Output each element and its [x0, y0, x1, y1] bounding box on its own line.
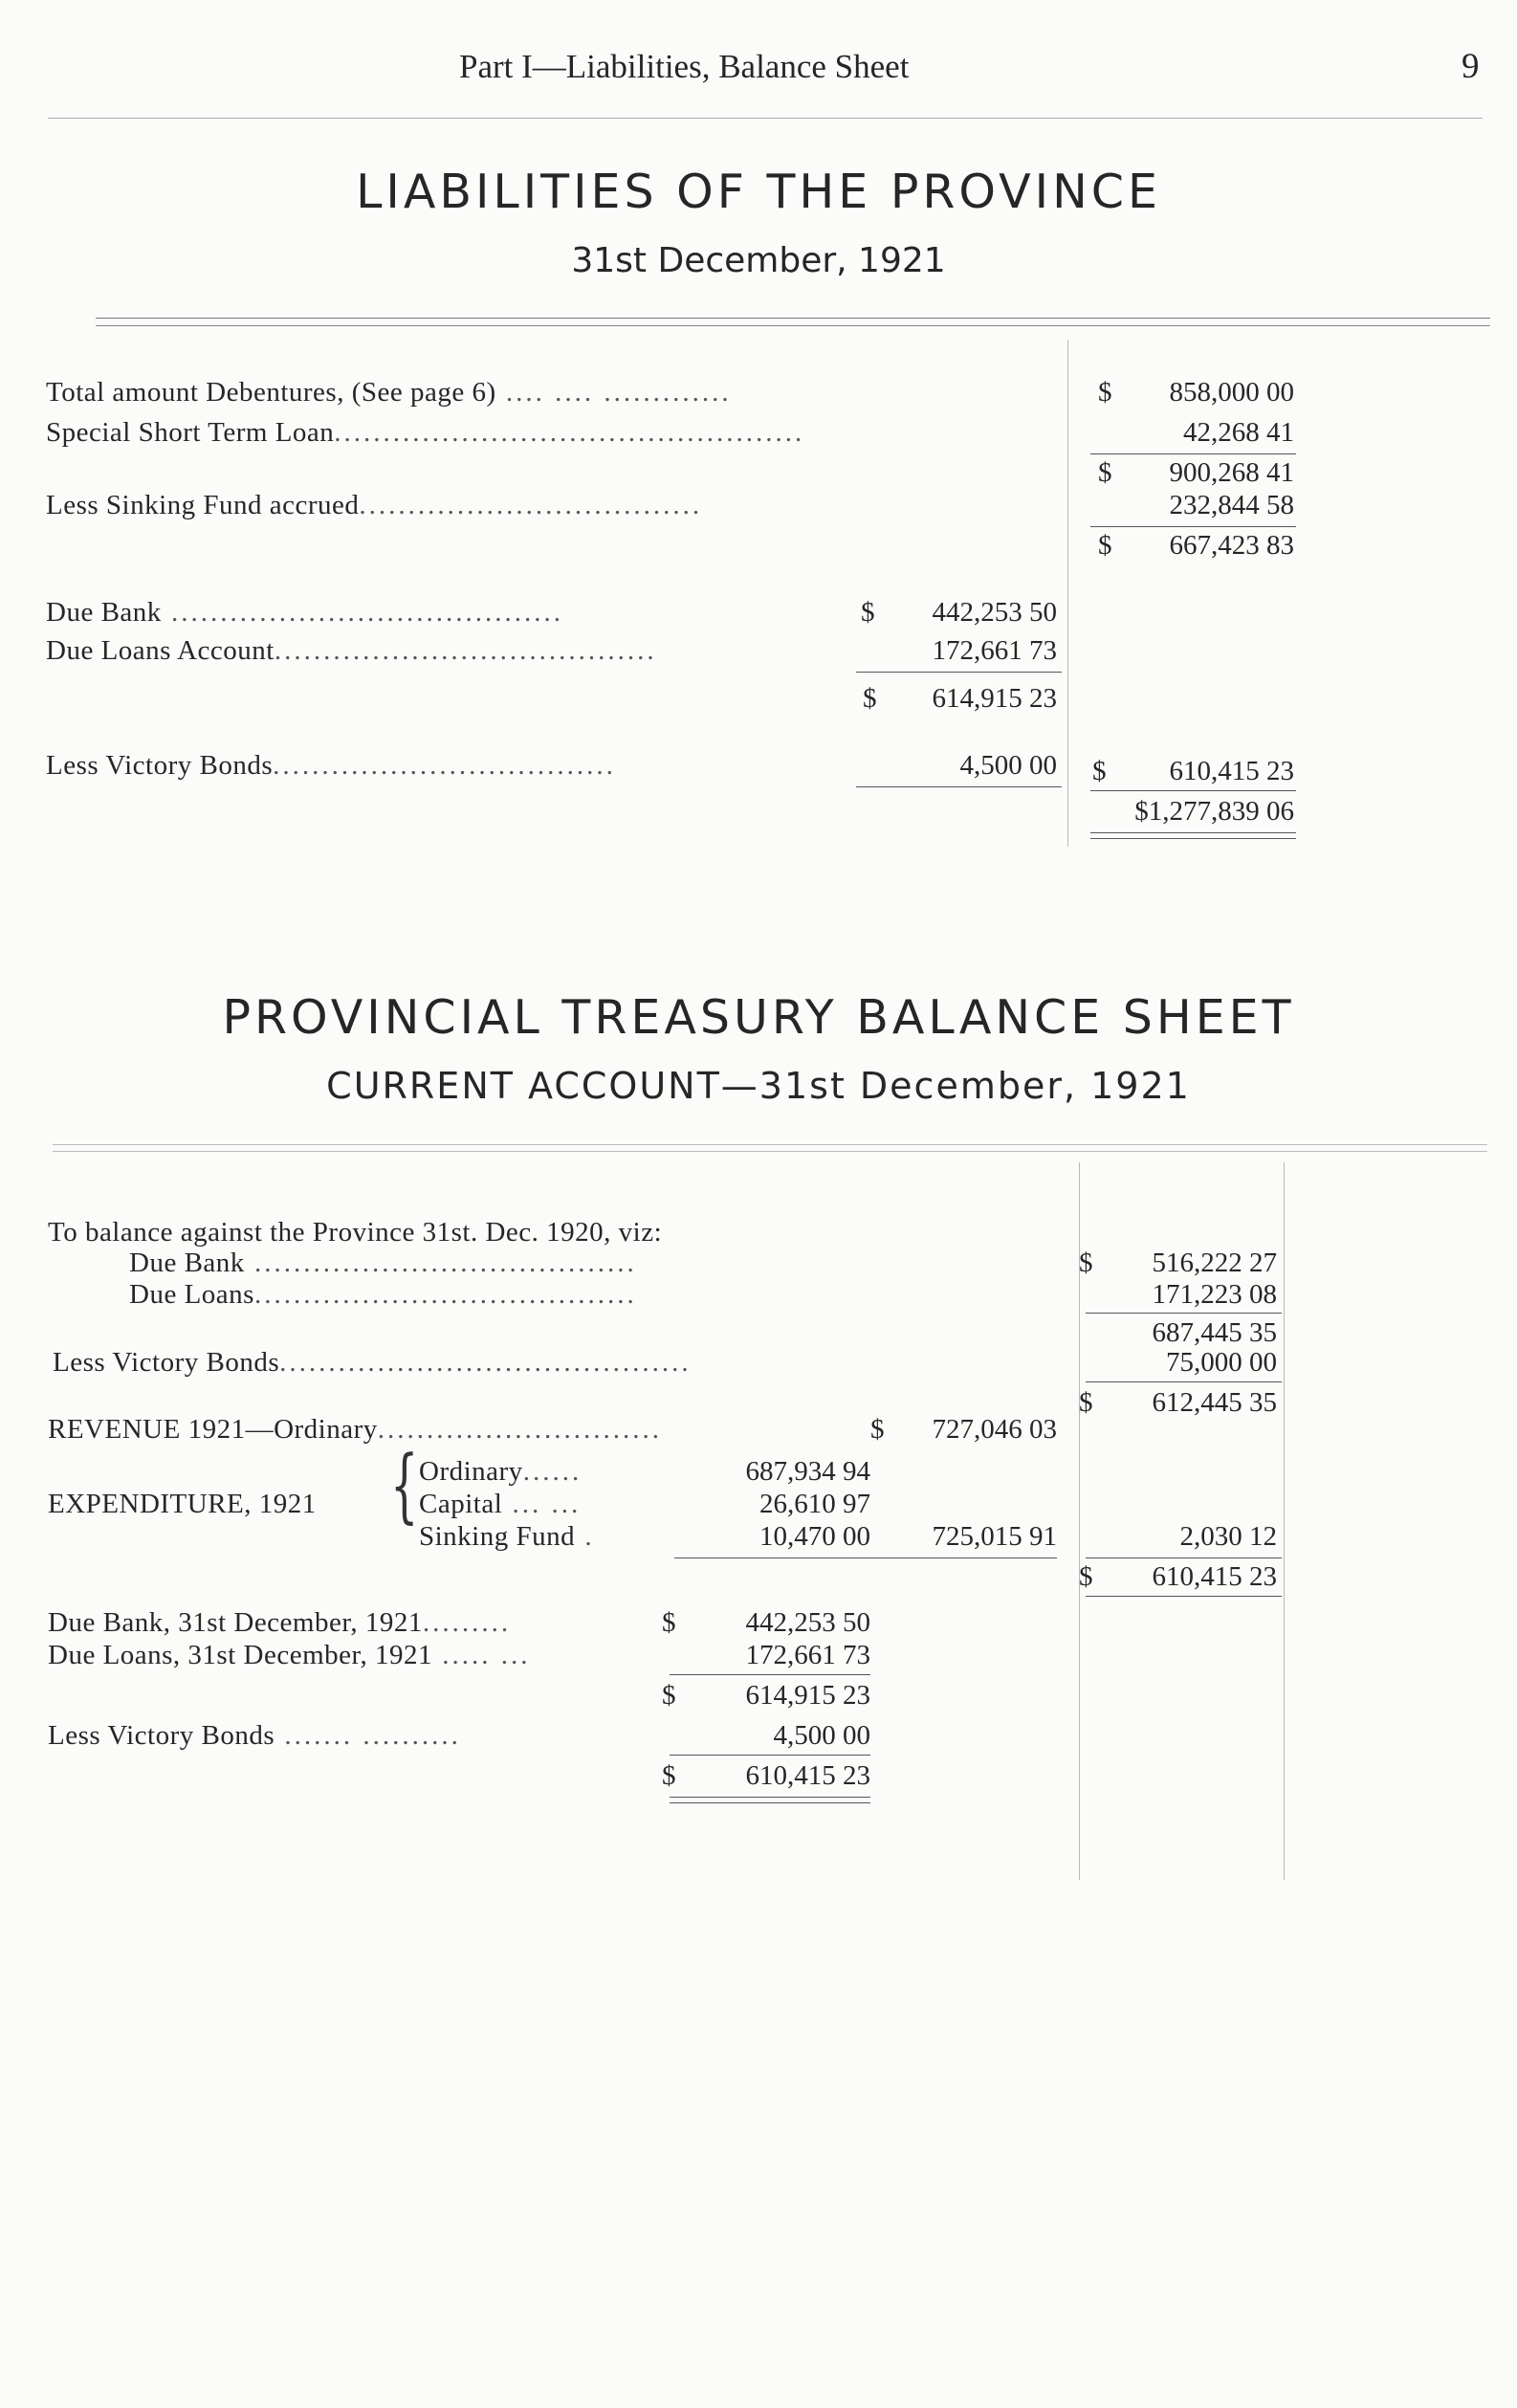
bs-subtotal-amount: 687,445 35: [1152, 1317, 1277, 1348]
revenue-label: REVENUE 1921—Ordinary.............................: [48, 1414, 663, 1445]
bs-victory-label: Less Victory Bonds..........................................: [53, 1347, 692, 1378]
exp-total-amount: 725,015 91: [932, 1521, 1057, 1552]
dollar-sign: $: [1098, 457, 1112, 488]
liabilities-column-line: [1067, 340, 1068, 847]
double-underline: [670, 1797, 870, 1798]
expenditure-label: EXPENDITURE, 1921: [48, 1489, 317, 1519]
balance-sheet-rule-top: [53, 1144, 1487, 1145]
dollar-sign: $: [1092, 756, 1107, 786]
double-underline: [1090, 832, 1296, 833]
short-term-label: Special Short Term Loan................................................: [46, 417, 805, 448]
sinking-fund-label: Less Sinking Fund accrued...................................: [46, 490, 703, 520]
due-bank-dec-label: Due Bank, 31st December, 1921.........: [48, 1607, 512, 1638]
dollar-sign: $: [863, 683, 877, 714]
dollar-sign: $: [1098, 530, 1112, 561]
bs-victory-amount: 75,000 00: [1166, 1347, 1277, 1378]
net-amount: 610,415 23: [745, 1760, 870, 1791]
short-term-amount: 42,268 41: [1183, 417, 1294, 448]
sinking-fund-amount: 232,844 58: [1169, 490, 1294, 520]
debentures-label: Total amount Debentures, (See page 6) .... .... .............: [46, 377, 732, 408]
final-balance-amount: 610,415 23: [1152, 1561, 1277, 1592]
due-bank-label: Due Bank ........................................: [46, 597, 564, 628]
victory2-amount: 4,500 00: [773, 1720, 870, 1751]
double-underline: [670, 1802, 870, 1803]
dollar-sign: $: [1098, 377, 1112, 408]
net-current-amount: 610,415 23: [1169, 756, 1294, 786]
exp-capital-label: Capital ... ...: [419, 1489, 582, 1519]
exp-capital-amount: 26,610 97: [759, 1489, 870, 1519]
running-title: Part I—Liabilities, Balance Sheet: [459, 48, 910, 85]
exp-sinking-amount: 10,470 00: [759, 1521, 870, 1552]
dollar-sign: $: [662, 1680, 676, 1711]
bs-due-bank-amount: 516,222 27: [1152, 1248, 1277, 1278]
dollar-sign: $: [662, 1607, 676, 1638]
underline: [1086, 1557, 1282, 1558]
bs-due-loans-label: Due Loans.......................................: [129, 1279, 637, 1310]
exp-ordinary-label: Ordinary......: [419, 1456, 583, 1487]
dollar-sign: $: [870, 1414, 885, 1445]
bs-due-loans-amount: 171,223 08: [1152, 1279, 1277, 1310]
subtotal-amount: 900,268 41: [1169, 457, 1294, 488]
underline: [856, 786, 1062, 787]
dollar-sign: $: [1079, 1248, 1093, 1278]
net-debt-amount: 667,423 83: [1169, 530, 1294, 561]
victory-bonds-amount: 4,500 00: [959, 750, 1057, 781]
dollar-sign: $: [861, 597, 875, 628]
underline: [674, 1557, 1057, 1558]
underline: [1086, 1381, 1282, 1382]
double-underline: [1090, 838, 1296, 839]
victory-bonds-label: Less Victory Bonds...................................: [46, 750, 616, 781]
header-rule: [48, 118, 1483, 119]
due-loans-label: Due Loans Account.......................................: [46, 635, 657, 666]
revenue-amount: 727,046 03: [932, 1414, 1057, 1445]
balance-sheet-rule-bottom: [53, 1151, 1487, 1152]
intro-label: To balance against the Province 31st. Dec. 1920, viz:: [48, 1217, 663, 1248]
due-bank-dec-amount: 442,253 50: [745, 1607, 870, 1638]
liabilities-rule-top: [96, 318, 1490, 319]
underline: [670, 1674, 870, 1675]
bs-due-bank-label: Due Bank .......................................: [129, 1248, 637, 1278]
exp-ordinary-amount: 687,934 94: [745, 1456, 870, 1487]
due-bank-amount: 442,253 50: [932, 597, 1057, 628]
balance-sheet-right-line: [1284, 1162, 1285, 1880]
underline: [1086, 1596, 1282, 1597]
surplus-amount: 2,030 12: [1179, 1521, 1277, 1552]
liabilities-rule-bottom: [96, 325, 1490, 326]
bs-subtotal2-amount: 614,915 23: [745, 1680, 870, 1711]
exp-sinking-label: Sinking Fund .: [419, 1521, 595, 1552]
subtotal-amount: 614,915 23: [932, 683, 1057, 714]
victory2-label: Less Victory Bonds ....... ..........: [48, 1720, 461, 1751]
brace: {: [390, 1438, 419, 1532]
liabilities-title: LIABILITIES OF THE PROVINCE: [356, 165, 1161, 219]
grand-total-amount: $1,277,839 06: [1134, 796, 1294, 827]
dollar-sign: $: [1079, 1387, 1093, 1418]
balance-sheet-subtitle: CURRENT ACCOUNT—31st December, 1921: [326, 1065, 1191, 1107]
liabilities-date: 31st December, 1921: [571, 241, 946, 280]
underline: [1086, 1313, 1282, 1314]
underline: [670, 1755, 870, 1756]
balance-1920-amount: 612,445 35: [1152, 1387, 1277, 1418]
due-loans-dec-label: Due Loans, 31st December, 1921 ..... ...: [48, 1640, 531, 1670]
due-loans-dec-amount: 172,661 73: [745, 1640, 870, 1670]
dollar-sign: $: [662, 1760, 676, 1791]
dollar-sign: $: [1079, 1561, 1093, 1592]
due-loans-amount: 172,661 73: [932, 635, 1057, 666]
underline: [856, 672, 1062, 673]
underline: [1090, 453, 1296, 454]
underline: [1090, 526, 1296, 527]
underline: [1090, 790, 1296, 791]
page-number: 9: [1462, 47, 1480, 86]
balance-sheet-title: PROVINCIAL TREASURY BALANCE SHEET: [222, 990, 1295, 1045]
debentures-amount: 858,000 00: [1169, 377, 1294, 408]
